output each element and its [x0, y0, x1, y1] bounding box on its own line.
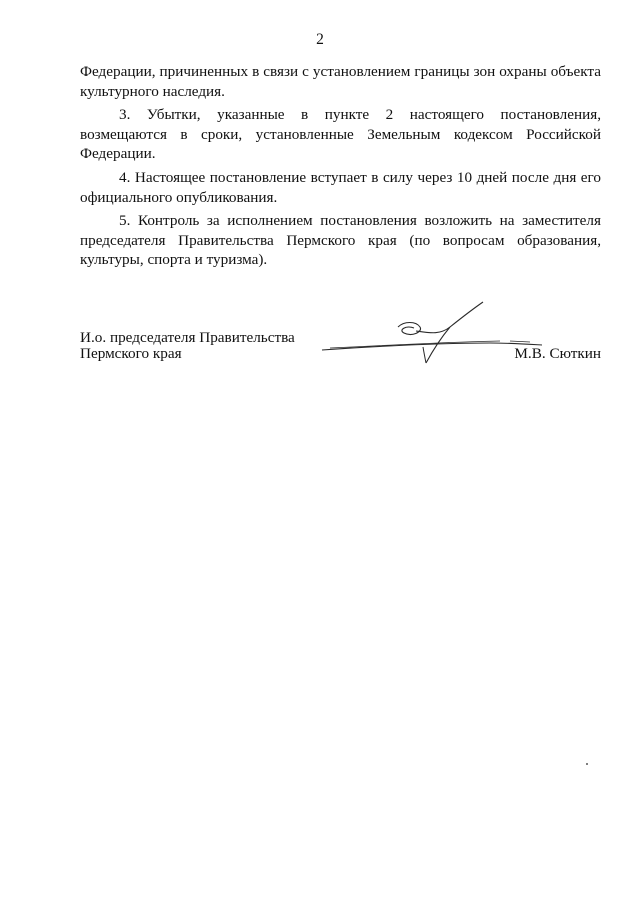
signature-block: [80, 330, 601, 370]
paragraph-continuation: Федерации, причиненных в связи с установлением границы зон охраны объекта культурного наследия.: [80, 63, 601, 100]
document-body: [80, 62, 601, 274]
signer-name: М.В. Сюткин: [514, 345, 601, 362]
page-number: 2: [316, 31, 324, 48]
paragraph-item-4: 4. Настоящее постановление вступает в силу через 10 дней после дня его официального опубликования.: [80, 168, 601, 206]
paragraph-item-5: 5. Контроль за исполнением постановления возложить на заместителя председателя Правительства Пермского края (по вопросам образования, культуры, спорта и туризма).: [80, 212, 601, 269]
scan-speck: [586, 763, 588, 765]
paragraph-item-3: 3. Убытки, указанные в пункте 2 настоящего постановления, возмещаются в сроки, установленные Земельным кодексом Российской Федерации.: [80, 106, 601, 163]
signer-title: [80, 330, 295, 362]
signer-title-line-2: Пермского края: [80, 345, 182, 362]
signer-title-line-1: И.о. председателя Правительства: [80, 329, 295, 346]
